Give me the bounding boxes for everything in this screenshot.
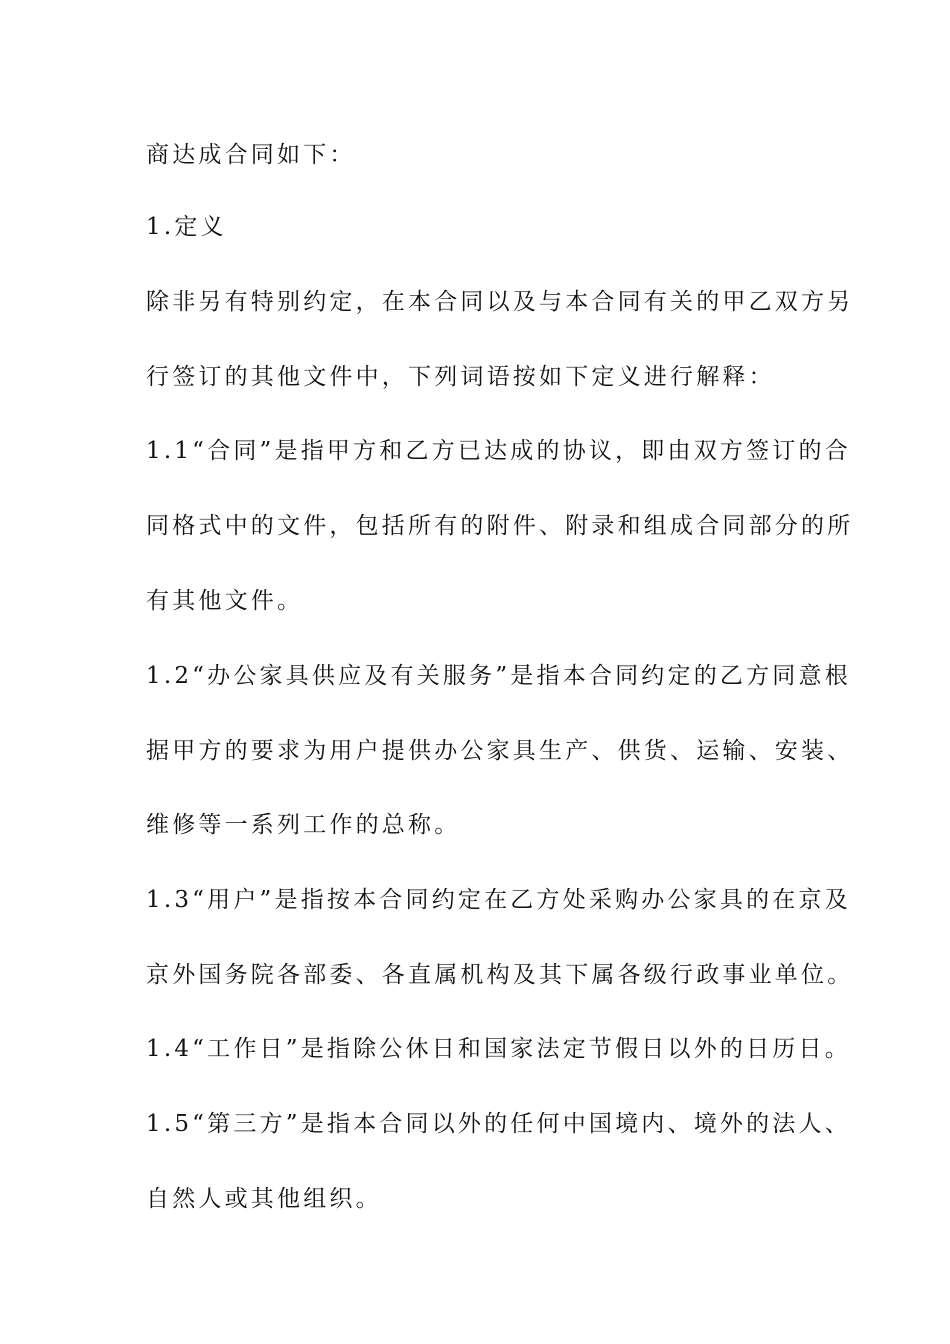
text-line: 据甲方的要求为用户提供办公家具生产、供货、运输、安装、 (146, 738, 854, 764)
text-line: 1.4“工作日”是指除公休日和国家法定节假日以外的日历日。 (146, 1036, 851, 1062)
text-line: 同格式中的文件，包括所有的附件、附录和组成合同部分的所 (146, 513, 854, 539)
text-line: 有其他文件。 (146, 588, 304, 614)
text-line: 京外国务院各部委、各直属机构及其下属各级行政事业单位。 (146, 962, 854, 988)
text-line: 行签订的其他文件中，下列词语按如下定义进行解释： (146, 364, 775, 390)
text-line: 1.3“用户”是指按本合同约定在乙方处采购办公家具的在京及 (146, 887, 851, 913)
text-line: 1.5“第三方”是指本合同以外的任何中国境内、境外的法人、 (146, 1111, 851, 1137)
text-line: 自然人或其他组织。 (146, 1186, 382, 1212)
text-line: 1.2“办公家具供应及有关服务”是指本合同约定的乙方同意根 (146, 663, 851, 689)
text-line: 除非另有特别约定，在本合同以及与本合同有关的甲乙双方另 (146, 289, 854, 315)
text-line: 1.1“合同”是指甲方和乙方已达成的协议，即由双方签订的合 (146, 438, 851, 464)
text-line: 维修等一系列工作的总称。 (146, 812, 461, 838)
text-line: 商达成合同如下： (146, 142, 356, 168)
section-heading: 1.定义 (146, 214, 227, 240)
